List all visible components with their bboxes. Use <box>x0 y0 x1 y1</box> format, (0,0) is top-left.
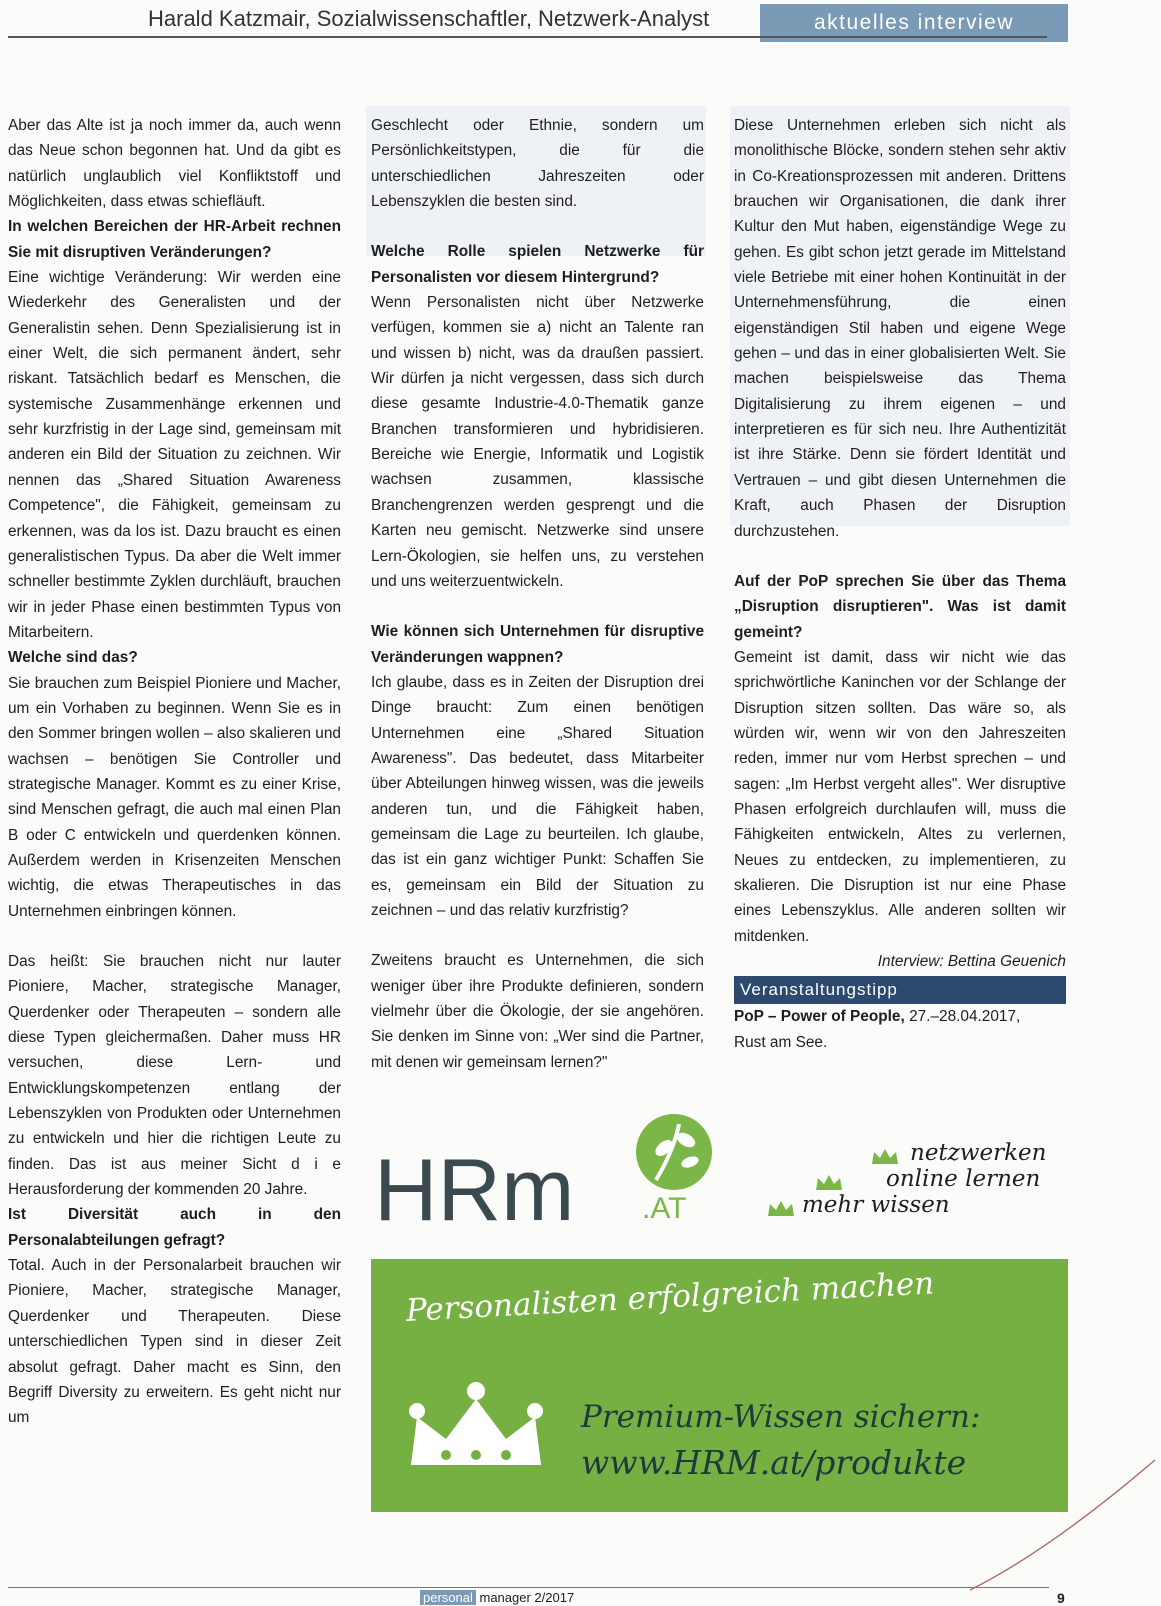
event-tip-title: Veranstaltungstipp <box>734 976 1066 1004</box>
logo-suffix: .AT <box>642 1192 687 1225</box>
interview-answer-paragraph: Sie brauchen zum Beispiel Pioniere und Macher, um ein Vorhaben zu beginnen. Wenn Sie es in den Sommer bringen wollen – also skalieren und wachsen – benötigen Sie Controller und strategische Manager. Kommt es zu einer Krise, sind Menschen gefragt, die auch mal einen Plan B oder C entwickeln und querdenken können. Außerdem werden in Krisenzeiten Menschen wichtig, die etwas Therapeutisches in das Unternehmen einbringen können. <box>8 674 341 920</box>
header-author-line: Harald Katzmair, Sozialwissenschaftler, Netzwerk-Analyst <box>148 6 710 31</box>
interview-answer-paragraph: Ich glaube, dass es in Zeiten der Disruption drei Dinge braucht: Zum einen benötigen Unternehmen eine „Shared Situation Awareness". Das bedeutet, dass Mitarbeiter über Abteilungen hinweg wissen, was die jeweils anderen tun, und die Fähigkeit haben, gemeinsam die Lage zu beurteilen. Ich glaube, das ist ein ganz wichtiger Punkt: Schaffen Sie es, gemeinsam ein Bild der Situation zu zeichnen – und das relativ kurzfristig? <box>371 673 704 919</box>
article-column-1 <box>8 113 341 1431</box>
interview-answer-paragraph: Diese Unternehmen erleben sich nicht als monolithische Blöcke, sondern stehen sehr aktiv in Co-Kreationsprozessen mit anderen. Drittens brauchen wir Organisationen, die dank ihrer Kultur den Mut haben, eigenständige Wege zu gehen. Es gibt schon jetzt gerade im Mittelstand viele Betriebe mit einer hohen Kontinuität in der Unternehmensführung, die einen eigenständigen Stil haben und eigene Wege gehen – und das in einer globalisierten Welt. Sie machen beispielsweise das Thema Digitalisierung zu ihrem eigenen – und interpretieren es für sich neu. Ihre Authentizität ist ihre Stärke. Denn sie fördert Identität und Vertrauen – und gibt diesen Unternehmen die Kraft, auch Phasen der Disruption durchzustehen. <box>734 117 1066 540</box>
interview-answer-paragraph: Geschlecht oder Ethnie, sondern um Persönlichkeitstypen, die für die unterschiedlichen Jahreszeiten oder Lebenszyklen die besten sind. <box>371 117 704 211</box>
hrm-logo[interactable] <box>374 1110 724 1240</box>
crown-icon <box>870 1146 900 1166</box>
event-place: Rust am See. <box>734 1033 828 1051</box>
paragraph-gap <box>371 214 704 239</box>
crown-icon <box>814 1172 844 1192</box>
event-dates: 27.–28.04.2017, <box>909 1008 1021 1026</box>
paragraph-gap <box>734 544 1066 569</box>
crown-icon <box>401 1377 551 1477</box>
interview-question: Wie können sich Unternehmen für disruptive Veränderungen wappnen? <box>371 623 704 666</box>
ad-cta-url[interactable]: www.HRM.at/produkte <box>581 1443 967 1482</box>
interview-answer-paragraph: Aber das Alte ist ja noch immer da, auch wenn das Neue schon begonnen hat. Und da gibt es natürlich unglaublich viel Konfliktstoff und Möglichkeiten, dass etwas schiefläuft. <box>8 117 341 211</box>
footer-rule <box>8 1587 1049 1588</box>
leaf-badge-icon <box>636 1114 712 1190</box>
footer-issue: manager 2/2017 <box>479 1590 575 1605</box>
event-name: PoP – Power of People, <box>734 1008 905 1026</box>
paragraph-gap <box>8 924 341 949</box>
interview-answer-paragraph: Wenn Personalisten nicht über Netzwerke verfügen, kommen sie a) nicht an Talente ran und wissen b) nicht, was da draußen passiert. Wir dürfen ja nicht vergessen, dass sich durch diese gesamte Industrie-4.0-Thematik ganze Branchen transformieren und hybridisieren. Bereiche wie Energie, Informatik und Logistik wachsen zusammen, klassische Branchengrenzen werden gesprengt und die Karten neu gemischt. Netzwerke sind unsere Lern-Ökologien, sie helfen uns, zu verstehen und uns weiterzuentwickeln. <box>371 294 704 590</box>
page-number: 9 <box>1057 1590 1065 1606</box>
pen-stroke-mark <box>960 1440 1160 1600</box>
interview-answer-paragraph: Total. Auch in der Personalarbeit brauchen wir Pioniere, Macher, strategische Manager, Querdenker und Therapeuten. Diese unterschiedlichen Typen sind in dieser Zeit absolut gefragt. Daher macht es Sinn, den Begriff Diversity zu erweitern. Es geht nicht nur um <box>8 1257 341 1427</box>
paragraph-gap <box>371 923 704 948</box>
ad-cta-line-1: Premium-Wissen sichern: <box>581 1399 981 1435</box>
interview-answer-paragraph: Zweitens braucht es Unternehmen, die sich weniger über ihre Produkte definieren, sondern vielmehr über die Ökologie, der sie angehören. Sie denken im Sinne von: „Wer sind die Partner, mit denen wir gemeinsam lernen?" <box>371 952 704 1071</box>
interview-question: Welche Rolle spielen Netzwerke für Personalisten vor diesem Hintergrund? <box>371 243 704 286</box>
tagline-networking: netzwerken <box>910 1140 1047 1166</box>
logo-text: HRm <box>374 1140 575 1239</box>
header-rule <box>8 36 1047 38</box>
footer-brand: personal <box>420 1590 476 1605</box>
column-3-body <box>734 113 1066 949</box>
hrm-logo-graphic <box>374 1110 724 1240</box>
crown-icon <box>766 1198 796 1218</box>
paragraph-gap <box>371 594 704 619</box>
ad-taglines <box>802 1140 1072 1242</box>
interview-credit: Interview: Bettina Geuenich <box>877 953 1066 970</box>
interview-answer-paragraph: Das heißt: Sie brauchen nicht nur lauter Pioniere, Macher, strategische Manager, Querdenker oder Therapeuten – sondern alle diese Typen gleichermaßen. Daher muss HR versuchen, diese Lern- und Entwicklungskompetenzen entlang der Lebenszyklen von Produkten oder Unternehmen zu entwickeln und hier die richtigen Leute zu finden. Das ist aus meiner Sicht d i e Herausforderung der kommenden 20 Jahre. <box>8 953 341 1199</box>
article-column-2 <box>371 113 704 1075</box>
event-tip-text <box>734 1004 1066 1055</box>
article-column-3 <box>734 113 1066 1055</box>
interview-answer-paragraph: Eine wichtige Veränderung: Wir werden eine Wiederkehr des Generalisten und der Generalistin sehen. Denn Spezialisierung ist in einer Welt, die sich permanent ändert, sehr riskant. Tatsächlich bedarf es Menschen, die systemische Zusammenhänge erkennen und sehr kurzfristig in der Lage sind, gemeinsam mit anderen ein Bild der Situation zu zeichnen. Wir nennen das „Shared Situation Awareness Competence", die Fähigkeit, gemeinsam zu erkennen, was da los ist. Dazu braucht es einen generalistischen Typus. Da aber die Welt immer schneller bestimmte Zyklen durchläuft, brauchen wir in jeder Phase einen bestimmten Typus von Mitarbeitern. <box>8 269 341 641</box>
tagline-online-learning: online lernen <box>886 1166 1041 1192</box>
interview-question: In welchen Bereichen der HR-Arbeit rechnen Sie mit disruptiven Veränderungen? <box>8 218 341 261</box>
interview-question: Ist Diversität auch in den Personalabteilungen gefragt? <box>8 1206 341 1249</box>
ad-slogan: Personalisten erfolgreich machen <box>405 1265 936 1329</box>
footer-magazine <box>420 1590 574 1605</box>
section-label: aktuelles interview <box>760 4 1068 42</box>
tagline-more-knowledge: mehr wissen <box>802 1192 950 1218</box>
interview-question: Welche sind das? <box>8 649 138 667</box>
interview-question: Auf der PoP sprechen Sie über das Thema „Disruption disruptieren". Was ist damit gemeint? <box>734 572 1066 641</box>
interview-answer-paragraph: Gemeint ist damit, dass wir nicht wie das sprichwörtliche Kaninchen vor der Schlange der Disruption sitzen sollten. Das wäre so, als würden wir, wenn wir von den Jahreszeiten reden, immer nur vom Herbst sprechen – und sagen: „Im Herbst vergeht alles". Wer disruptive Phasen erfolgreich durchlaufen will, muss die Fähigkeiten entwickeln, Altes zu verlernen, Neues zu entdecken, zu implementieren, zu skalieren. Die Disruption ist nur eine Phase eines Lebenszyklus. Alle anderen sollten wir mitdenken. <box>734 648 1066 945</box>
